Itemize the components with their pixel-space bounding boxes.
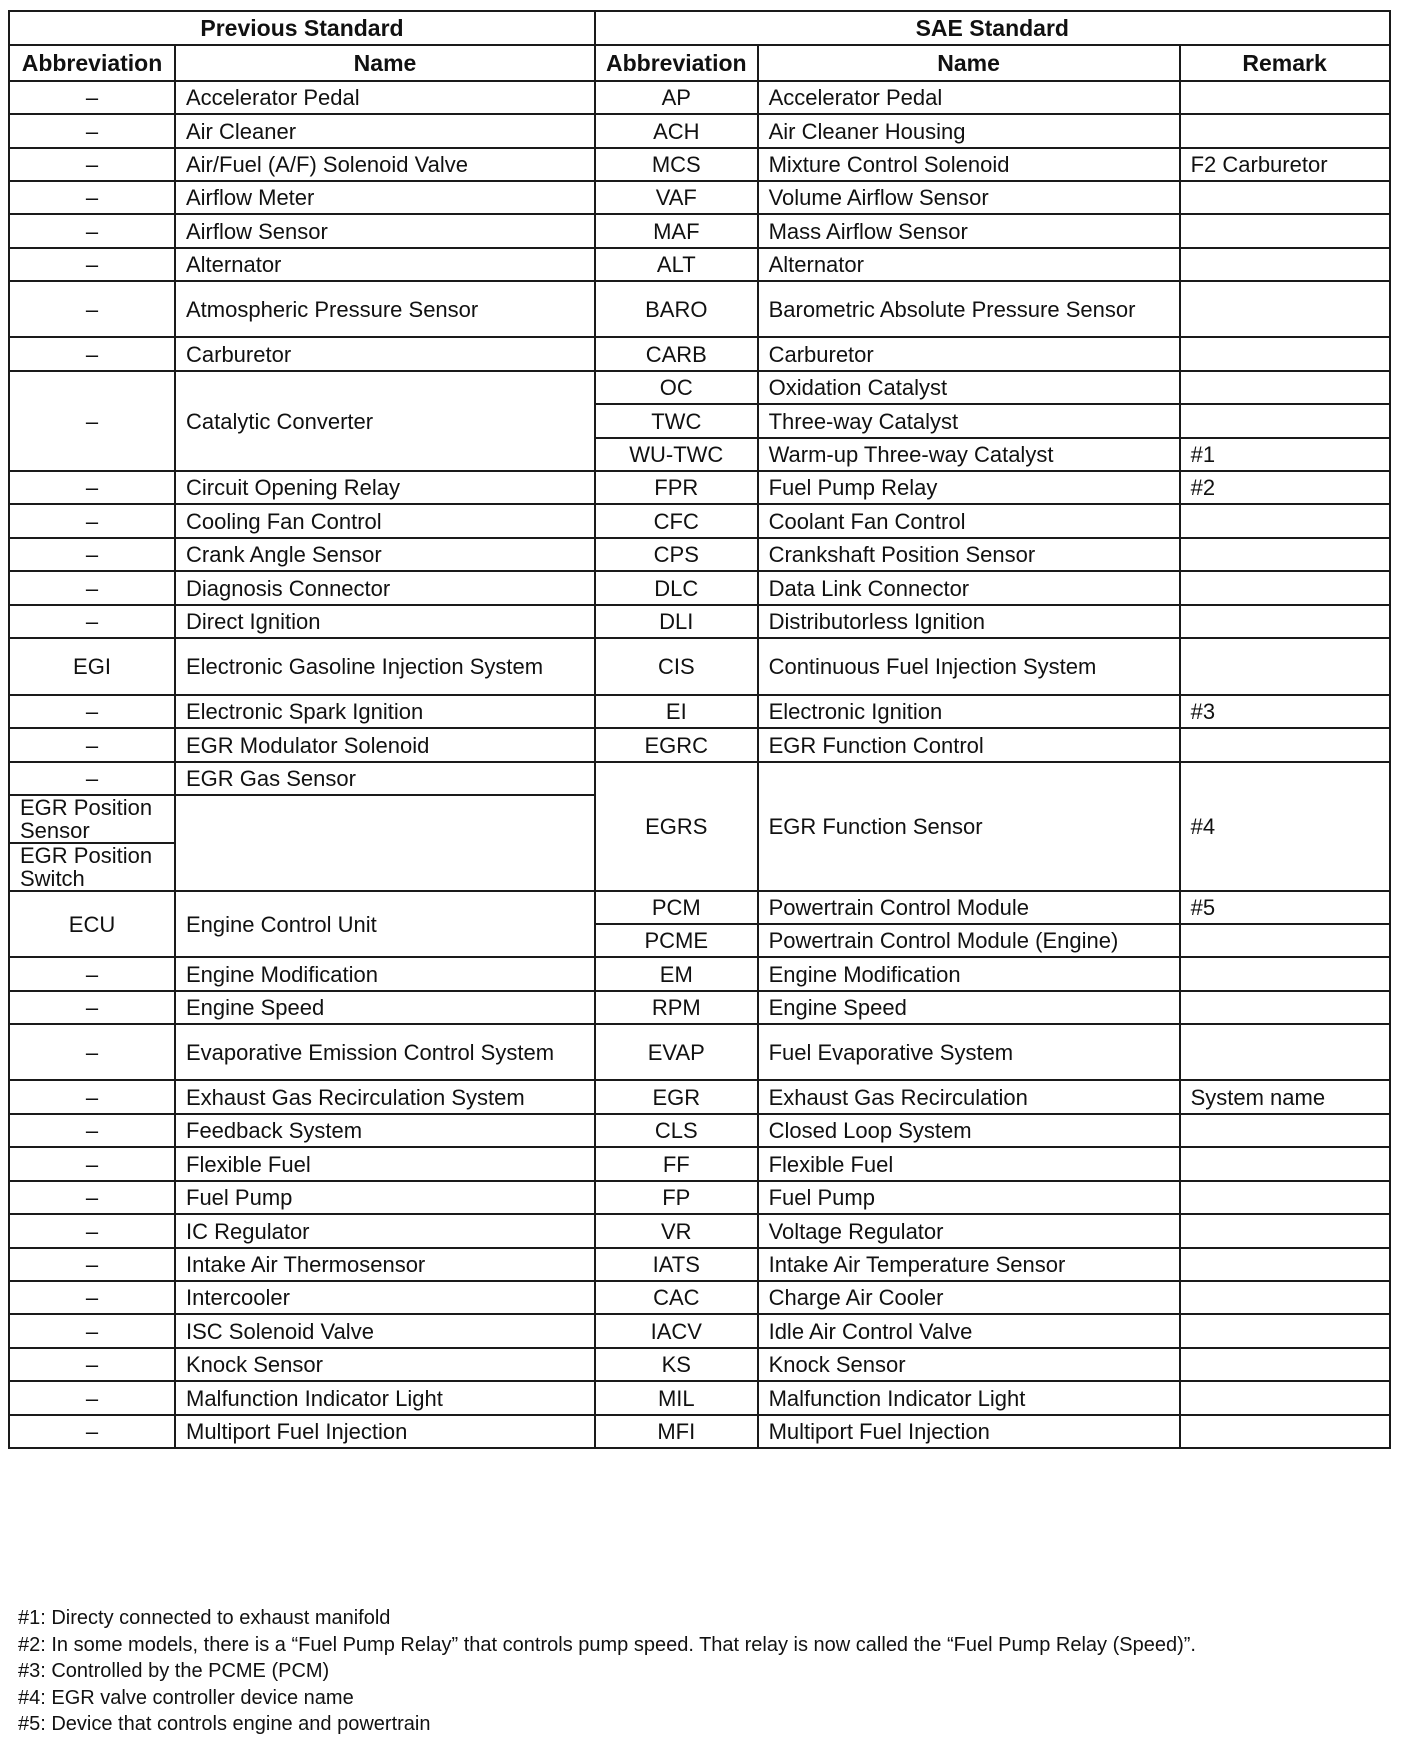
sae-name-cell: Continuous Fuel Injection System	[758, 638, 1180, 695]
remark-cell: #5	[1180, 891, 1390, 924]
sae-abbreviation-cell: EGR	[595, 1080, 758, 1114]
prev-name-header: Name	[175, 45, 595, 81]
prev-name-cell: Alternator	[175, 248, 595, 281]
sae-name-cell: Electronic Ignition	[758, 695, 1180, 728]
table-row	[9, 1147, 1390, 1181]
sae-name-cell: EGR Function Sensor	[758, 762, 1180, 891]
prev-name-cell: Engine Modification	[175, 957, 595, 991]
table-row	[9, 571, 1390, 605]
sae-abbreviation-cell: BARO	[595, 281, 758, 337]
prev-abbreviation-cell: –	[9, 1314, 175, 1348]
sae-name-cell: Distributorless Ignition	[758, 605, 1180, 638]
sae-abbreviation-cell: CFC	[595, 504, 758, 538]
prev-abbreviation-cell: –	[9, 1024, 175, 1080]
remark-header: Remark	[1180, 45, 1390, 81]
table-row	[9, 1381, 1390, 1415]
prev-name-cell: EGR Position Switch	[9, 843, 175, 891]
remark-cell: #1	[1180, 438, 1390, 471]
prev-abbreviation-cell: –	[9, 371, 175, 471]
sae-name-cell: Mixture Control Solenoid	[758, 148, 1180, 181]
prev-name-cell: Multiport Fuel Injection	[175, 1415, 595, 1448]
prev-abbreviation-cell: –	[9, 148, 175, 181]
table-row	[9, 1214, 1390, 1248]
table-row	[9, 214, 1390, 248]
sae-name-cell: Warm-up Three-way Catalyst	[758, 438, 1180, 471]
sae-name-cell: Barometric Absolute Pressure Sensor	[758, 281, 1180, 337]
prev-abbreviation-cell: –	[9, 728, 175, 762]
sae-name-cell: Engine Speed	[758, 991, 1180, 1024]
remark-cell	[1180, 538, 1390, 571]
remark-cell	[1180, 1415, 1390, 1448]
table-row	[9, 1348, 1390, 1381]
prev-name-cell: Electronic Gasoline Injection System	[175, 638, 595, 695]
prev-abbreviation-cell: –	[9, 1080, 175, 1114]
prev-name-cell: Catalytic Converter	[175, 371, 595, 471]
prev-name-cell: Fuel Pump	[175, 1181, 595, 1214]
table-row	[9, 281, 1390, 337]
sae-abbreviation-cell: WU-TWC	[595, 438, 758, 471]
prev-name-cell: Cooling Fan Control	[175, 504, 595, 538]
table-row	[9, 991, 1390, 1024]
prev-abbreviation-cell: –	[9, 1381, 175, 1415]
table-row	[9, 538, 1390, 571]
remark-cell	[1180, 281, 1390, 337]
prev-abbreviation-cell: –	[9, 1147, 175, 1181]
table-row	[9, 638, 1390, 695]
table-row	[9, 891, 1390, 924]
sae-abbreviation-cell: ACH	[595, 114, 758, 148]
prev-name-cell: Intake Air Thermosensor	[175, 1248, 595, 1281]
table-row	[9, 1281, 1390, 1314]
remark-cell	[1180, 337, 1390, 371]
prev-name-cell: Airflow Sensor	[175, 214, 595, 248]
remark-cell	[1180, 504, 1390, 538]
footnote: #2: In some models, there is a “Fuel Pump Relay” that controls pump speed. That relay is now called the “Fuel Pump Relay (Speed)”.	[18, 1633, 1196, 1656]
remark-cell: #4	[1180, 762, 1390, 891]
prev-name-cell: EGR Position Sensor	[9, 795, 175, 843]
prev-abbreviation-cell: –	[9, 81, 175, 114]
sae-name-cell: Oxidation Catalyst	[758, 371, 1180, 404]
sae-name-cell: Charge Air Cooler	[758, 1281, 1180, 1314]
table-row	[9, 728, 1390, 762]
table-row	[9, 957, 1390, 991]
prev-abbreviation-cell: –	[9, 762, 175, 795]
sae-abbreviation-cell: CPS	[595, 538, 758, 571]
prev-abbreviation-cell: –	[9, 337, 175, 371]
remark-cell	[1180, 114, 1390, 148]
sae-name-cell: Malfunction Indicator Light	[758, 1381, 1180, 1415]
sae-name-cell: Alternator	[758, 248, 1180, 281]
sae-abbreviation-cell: CLS	[595, 1114, 758, 1147]
prev-name-cell: Direct Ignition	[175, 605, 595, 638]
table-row	[9, 371, 1390, 404]
sae-abbreviation-cell: PCME	[595, 924, 758, 957]
remark-cell	[1180, 248, 1390, 281]
sae-abbreviation-cell: PCM	[595, 891, 758, 924]
footnote: #4: EGR valve controller device name	[18, 1686, 354, 1709]
remark-cell	[1180, 571, 1390, 605]
remark-cell	[1180, 1281, 1390, 1314]
prev-name-cell: Engine Speed	[175, 991, 595, 1024]
remark-cell	[1180, 924, 1390, 957]
sae-abbreviation-cell: EVAP	[595, 1024, 758, 1080]
sae-name-cell: Closed Loop System	[758, 1114, 1180, 1147]
remark-cell	[1180, 605, 1390, 638]
sae-name-cell: Knock Sensor	[758, 1348, 1180, 1381]
prev-abbreviation-cell: –	[9, 991, 175, 1024]
prev-abbreviation-cell: –	[9, 1281, 175, 1314]
remark-cell	[1180, 638, 1390, 695]
prev-abbreviation-cell: –	[9, 181, 175, 214]
sae-name-cell: Carburetor	[758, 337, 1180, 371]
prev-abbreviation-cell: –	[9, 1248, 175, 1281]
sae-name-cell: Fuel Pump	[758, 1181, 1180, 1214]
prev-name-cell: Malfunction Indicator Light	[175, 1381, 595, 1415]
prev-name-cell: Airflow Meter	[175, 181, 595, 214]
sae-name-cell: Fuel Pump Relay	[758, 471, 1180, 504]
remark-cell	[1180, 371, 1390, 404]
sae-name-cell: EGR Function Control	[758, 728, 1180, 762]
footnote: #5: Device that controls engine and powertrain	[18, 1713, 431, 1735]
sae-abbreviation-cell: DLI	[595, 605, 758, 638]
remark-cell	[1180, 1248, 1390, 1281]
sae-standard-header: SAE Standard	[595, 11, 1390, 45]
prev-abbreviation-cell: –	[9, 248, 175, 281]
remark-cell	[1180, 1181, 1390, 1214]
sae-name-cell: Accelerator Pedal	[758, 81, 1180, 114]
sae-name-cell: Volume Airflow Sensor	[758, 181, 1180, 214]
sae-abbreviation-cell: FPR	[595, 471, 758, 504]
sae-abbreviation-cell: MCS	[595, 148, 758, 181]
remark-cell	[1180, 1147, 1390, 1181]
footnote: #1: Directy connected to exhaust manifold	[18, 1607, 391, 1629]
remark-cell	[1180, 1024, 1390, 1080]
sae-name-cell: Multiport Fuel Injection	[758, 1415, 1180, 1448]
prev-name-cell: Air/Fuel (A/F) Solenoid Valve	[175, 148, 595, 181]
table-row	[9, 1248, 1390, 1281]
sae-abbreviation-cell: MAF	[595, 214, 758, 248]
sae-abbreviation-cell: EGRS	[595, 762, 758, 891]
remark-cell	[1180, 81, 1390, 114]
sae-name-cell: Three-way Catalyst	[758, 404, 1180, 438]
prev-abbreviation-cell: –	[9, 281, 175, 337]
table-body	[9, 81, 1390, 1448]
sae-abbreviation-cell: VAF	[595, 181, 758, 214]
sae-abbreviation-cell: RPM	[595, 991, 758, 1024]
sae-abbreviation-cell: DLC	[595, 571, 758, 605]
sae-abbreviation-cell: OC	[595, 371, 758, 404]
remark-cell: System name	[1180, 1080, 1390, 1114]
sae-abbreviation-header: Abbreviation	[595, 45, 758, 81]
table-row	[9, 337, 1390, 371]
table-row	[9, 1024, 1390, 1080]
prev-name-cell: EGR Gas Sensor	[175, 762, 595, 795]
sae-abbreviation-cell: KS	[595, 1348, 758, 1381]
prev-name-cell: Atmospheric Pressure Sensor	[175, 281, 595, 337]
table-row	[9, 114, 1390, 148]
table-row	[9, 471, 1390, 504]
remark-cell	[1180, 991, 1390, 1024]
prev-name-cell: Air Cleaner	[175, 114, 595, 148]
prev-abbreviation-cell: –	[9, 1181, 175, 1214]
sae-name-cell: Voltage Regulator	[758, 1214, 1180, 1248]
sae-abbreviation-cell: EI	[595, 695, 758, 728]
abbreviation-table	[8, 10, 1391, 1449]
previous-standard-header: Previous Standard	[9, 11, 595, 45]
table-row	[9, 1415, 1390, 1448]
sae-abbreviation-cell: MFI	[595, 1415, 758, 1448]
sae-abbreviation-cell: IACV	[595, 1314, 758, 1348]
prev-abbreviation-cell: EGI	[9, 638, 175, 695]
prev-name-cell: IC Regulator	[175, 1214, 595, 1248]
remark-cell	[1180, 1114, 1390, 1147]
remark-cell: F2 Carburetor	[1180, 148, 1390, 181]
prev-abbreviation-cell: –	[9, 471, 175, 504]
prev-name-cell: Feedback System	[175, 1114, 595, 1147]
prev-abbreviation-cell: –	[9, 957, 175, 991]
sae-name-cell: Data Link Connector	[758, 571, 1180, 605]
sae-abbreviation-cell: VR	[595, 1214, 758, 1248]
sae-name-cell: Fuel Evaporative System	[758, 1024, 1180, 1080]
remark-cell	[1180, 181, 1390, 214]
remark-cell	[1180, 1214, 1390, 1248]
remark-cell	[1180, 404, 1390, 438]
sae-name-cell: Flexible Fuel	[758, 1147, 1180, 1181]
sae-name-header: Name	[758, 45, 1180, 81]
table-row	[9, 1080, 1390, 1114]
table-row	[9, 762, 1390, 795]
prev-name-cell: EGR Modulator Solenoid	[175, 728, 595, 762]
sae-name-cell: Crankshaft Position Sensor	[758, 538, 1180, 571]
table-row	[9, 605, 1390, 638]
table-row	[9, 181, 1390, 214]
sae-abbreviation-cell: CIS	[595, 638, 758, 695]
prev-abbreviation-cell: –	[9, 214, 175, 248]
prev-name-cell: Evaporative Emission Control System	[175, 1024, 595, 1080]
prev-name-cell: Engine Control Unit	[175, 891, 595, 957]
sae-abbreviation-cell: CARB	[595, 337, 758, 371]
prev-name-cell: Diagnosis Connector	[175, 571, 595, 605]
table-row	[9, 504, 1390, 538]
prev-abbreviation-cell: –	[9, 1415, 175, 1448]
remark-cell	[1180, 957, 1390, 991]
sae-name-cell: Engine Modification	[758, 957, 1180, 991]
prev-abbreviation-cell: –	[9, 1348, 175, 1381]
sae-abbreviation-cell: CAC	[595, 1281, 758, 1314]
prev-abbreviation-cell: –	[9, 571, 175, 605]
table-row	[9, 1314, 1390, 1348]
sae-abbreviation-cell: FP	[595, 1181, 758, 1214]
prev-name-cell: Intercooler	[175, 1281, 595, 1314]
prev-abbreviation-cell: –	[9, 504, 175, 538]
remark-cell	[1180, 1348, 1390, 1381]
prev-name-cell: Knock Sensor	[175, 1348, 595, 1381]
table-row	[9, 248, 1390, 281]
sae-abbreviation-cell: MIL	[595, 1381, 758, 1415]
table-row	[9, 148, 1390, 181]
sae-name-cell: Coolant Fan Control	[758, 504, 1180, 538]
prev-abbreviation-cell: ECU	[9, 891, 175, 957]
prev-name-cell: Accelerator Pedal	[175, 81, 595, 114]
remark-cell	[1180, 214, 1390, 248]
remark-cell: #3	[1180, 695, 1390, 728]
remark-cell	[1180, 728, 1390, 762]
table-row	[9, 1181, 1390, 1214]
footnote: #3: Controlled by the PCME (PCM)	[18, 1660, 330, 1682]
abbreviation-comparison-sheet	[8, 10, 1391, 1735]
prev-name-cell: Electronic Spark Ignition	[175, 695, 595, 728]
prev-abbreviation-cell: –	[9, 1114, 175, 1147]
prev-abbreviation-cell: –	[9, 114, 175, 148]
prev-name-cell: Exhaust Gas Recirculation System	[175, 1080, 595, 1114]
remark-cell	[1180, 1314, 1390, 1348]
sae-name-cell: Idle Air Control Valve	[758, 1314, 1180, 1348]
sae-name-cell: Powertrain Control Module	[758, 891, 1180, 924]
prev-abbreviation-cell: –	[9, 605, 175, 638]
table-row	[9, 695, 1390, 728]
sae-name-cell: Air Cleaner Housing	[758, 114, 1180, 148]
table-row	[9, 1114, 1390, 1147]
sae-abbreviation-cell: IATS	[595, 1248, 758, 1281]
prev-name-cell: Crank Angle Sensor	[175, 538, 595, 571]
prev-name-cell: Flexible Fuel	[175, 1147, 595, 1181]
remark-cell: #2	[1180, 471, 1390, 504]
sae-name-cell: Exhaust Gas Recirculation	[758, 1080, 1180, 1114]
sae-name-cell: Powertrain Control Module (Engine)	[758, 924, 1180, 957]
prev-abbreviation-cell: –	[9, 1214, 175, 1248]
sae-name-cell: Mass Airflow Sensor	[758, 214, 1180, 248]
sae-abbreviation-cell: EGRC	[595, 728, 758, 762]
prev-name-cell: Circuit Opening Relay	[175, 471, 595, 504]
prev-abbreviation-cell: –	[9, 695, 175, 728]
sae-abbreviation-cell: ALT	[595, 248, 758, 281]
sae-abbreviation-cell: FF	[595, 1147, 758, 1181]
sae-abbreviation-cell: EM	[595, 957, 758, 991]
prev-name-cell: ISC Solenoid Valve	[175, 1314, 595, 1348]
sae-abbreviation-cell: AP	[595, 81, 758, 114]
prev-abbreviation-header: Abbreviation	[9, 45, 175, 81]
sae-name-cell: Intake Air Temperature Sensor	[758, 1248, 1180, 1281]
prev-name-cell: Carburetor	[175, 337, 595, 371]
sae-abbreviation-cell: TWC	[595, 404, 758, 438]
prev-abbreviation-cell: –	[9, 538, 175, 571]
table-row	[9, 81, 1390, 114]
remark-cell	[1180, 1381, 1390, 1415]
